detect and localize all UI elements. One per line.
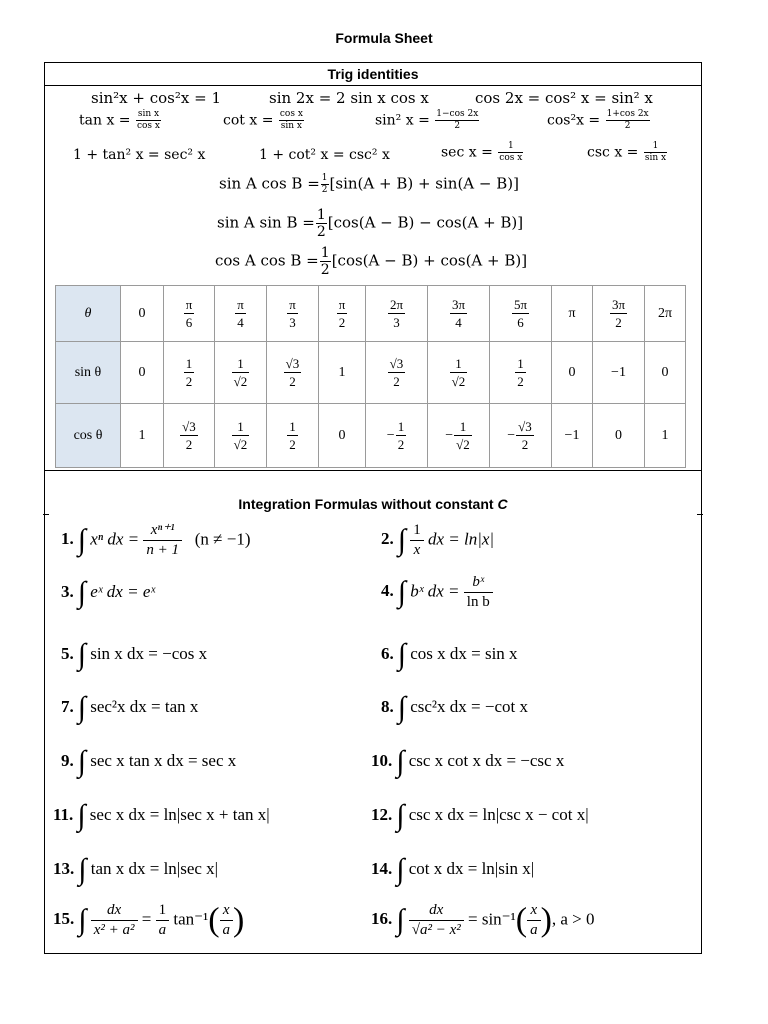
unit-circle-cell: $\frac{3\pi}{2}$: [593, 286, 645, 342]
unit-circle-cell: 0: [121, 286, 164, 342]
tan-sec-identity: 1 + tan² x = sec² x: [73, 147, 206, 163]
unit-circle-cell: 2π: [645, 286, 686, 342]
integral-formula-10: 10. ∫ csc x cot x dx = −csc x: [371, 745, 565, 779]
integral-formula-11: 11. ∫ sec x dx = ln|sec x + tan x|: [53, 799, 270, 833]
integration-heading: Integration Formulas without constant C: [238, 496, 508, 512]
unit-circle-cell: $\frac{\pi}{3}$: [267, 286, 319, 342]
unit-circle-cell: $\frac{√3}{2}$: [164, 404, 215, 468]
unit-circle-cell: $\frac{1}{√2}$: [215, 342, 267, 404]
integral-formula-4: 4. ∫ bˣ dx = $\frac{\text{bˣ}}{\text{ln b}}$: [381, 573, 493, 612]
unit-circle-cell: 1: [645, 404, 686, 468]
unit-circle-cell: −1: [552, 404, 593, 468]
cot-definition: cot x = $\frac{\text{cos x}}{\text{sin x}}$: [223, 109, 303, 131]
sec-definition: sec x = $\frac{1}{\text{cos x}}$: [441, 141, 523, 163]
integral-formula-1: 1. ∫ xⁿ dx = $\frac{\text{xⁿ⁺¹}}{n + 1}$ (n ≠ −1): [61, 522, 251, 558]
page-title: Formula Sheet: [335, 30, 433, 46]
sin-squared-identity: sin² x = $\frac{1-\cos 2x}{2}$: [375, 109, 479, 131]
product-sin-cos: sin A cos B = $\frac{1}{2}$ [sin(A + B) + sin(A − B)]: [219, 173, 519, 195]
unit-circle-table: [55, 285, 686, 468]
unit-circle-cell: $\frac{1}{√2}$: [428, 342, 490, 404]
section-divider: [45, 470, 701, 471]
unit-circle-cell: 0: [593, 404, 645, 468]
integral-formula-13: 13. ∫ tan x dx = ln|sec x|: [53, 853, 219, 887]
unit-circle-cell: $\frac{1}{√2}$: [215, 404, 267, 468]
integral-formula-9: 9. ∫ sec x tan x dx = sec x: [61, 745, 237, 779]
unit-circle-cell: $\frac{1}{2}$: [164, 342, 215, 404]
unit-circle-cell: $\frac{2\pi}{3}$: [366, 286, 428, 342]
integral-formula-14: 14. ∫ cot x dx = ln|sin x|: [371, 853, 535, 887]
integral-formula-8: 8. ∫ csc²x dx = −cot x: [381, 691, 528, 725]
unit-circle-cell: $\frac{1}{2}$: [490, 342, 552, 404]
integral-formula-15: 15. ∫ $\frac{dx}{\text{x² + a²}}$ = $\frac{1}{a}$ tan⁻¹( $\frac{x}{a}$ ): [53, 901, 245, 939]
unit-circle-cell: 0: [645, 342, 686, 404]
csc-definition: csc x = $\frac{1}{\text{sin x}}$: [587, 141, 667, 163]
unit-circle-cell: $\frac{√3}{2}$: [366, 342, 428, 404]
unit-circle-cell: π: [552, 286, 593, 342]
unit-circle-cell: $\frac{1}{2}$: [267, 404, 319, 468]
cosine-header: cos θ: [56, 404, 121, 468]
tan-definition: tan x = $\frac{\text{sin x}}{\text{cos x}}$: [79, 109, 160, 131]
integral-formula-16: 16. ∫ $\frac{dx}{\text{√a² − x²}}$ = sin⁻¹( $\frac{x}{a}$ ), a > 0: [371, 901, 595, 939]
integral-formula-6: 6. ∫ cos x dx = sin x: [381, 638, 518, 672]
double-angle-cosine: cos 2x = cos² x = sin² x: [475, 89, 653, 107]
integral-formula-5: 5. ∫ sin x dx = −cos x: [61, 638, 208, 672]
sine-row: [56, 342, 686, 404]
unit-circle-cell: − $\frac{√3}{2}$: [490, 404, 552, 468]
integral-formula-2: 2. ∫ $\frac{1}{x}$ dx = ln|x|: [381, 522, 495, 558]
right-tick-mark: [697, 514, 703, 515]
cos-squared-identity: cos²x = $\frac{1+\cos 2x}{2}$: [547, 109, 649, 131]
unit-circle-cell: 1: [319, 342, 366, 404]
unit-circle-cell: − $\frac{1}{2}$: [366, 404, 428, 468]
unit-circle-cell: − $\frac{1}{√2}$: [428, 404, 490, 468]
unit-circle-cell: 1: [121, 404, 164, 468]
pythagorean-identity: sin²x + cos²x = 1: [91, 89, 221, 107]
unit-circle-cell: $\frac{5\pi}{6}$: [490, 286, 552, 342]
unit-circle-cell: $\frac{\pi}{2}$: [319, 286, 366, 342]
cot-csc-identity: 1 + cot² x = csc² x: [259, 147, 390, 163]
cosine-row: [56, 404, 686, 468]
integral-formula-7: 7. ∫ sec²x dx = tan x: [61, 691, 199, 725]
unit-circle-cell: $\frac{√3}{2}$: [267, 342, 319, 404]
product-cos-cos: cos A cos B = $\frac{1}{2}$ [cos(A − B) + cos(A + B)]: [215, 245, 528, 278]
integral-formula-12: 12. ∫ csc x dx = ln|csc x − cot x|: [371, 799, 589, 833]
unit-circle-cell: 0: [552, 342, 593, 404]
unit-circle-cell: $\frac{\pi}{4}$: [215, 286, 267, 342]
sine-header: sin θ: [56, 342, 121, 404]
integral-formula-3: 3. ∫ eˣ dx = eˣ: [61, 576, 156, 610]
unit-circle-cell: 0: [121, 342, 164, 404]
unit-circle-cell: $\frac{\pi}{6}$: [164, 286, 215, 342]
left-tick-mark: [43, 514, 49, 515]
trig-identities-heading: Trig identities: [45, 63, 701, 86]
formula-sheet-frame: [44, 62, 702, 954]
double-angle-sine: sin 2x = 2 sin x cos x: [269, 89, 429, 107]
unit-circle-cell: 0: [319, 404, 366, 468]
theta-row: [56, 286, 686, 342]
unit-circle-cell: −1: [593, 342, 645, 404]
theta-header: θ: [56, 286, 121, 342]
unit-circle-cell: $\frac{3\pi}{4}$: [428, 286, 490, 342]
product-sin-sin: sin A sin B = $\frac{1}{2}$ [cos(A − B) − cos(A + B)]: [217, 207, 524, 240]
